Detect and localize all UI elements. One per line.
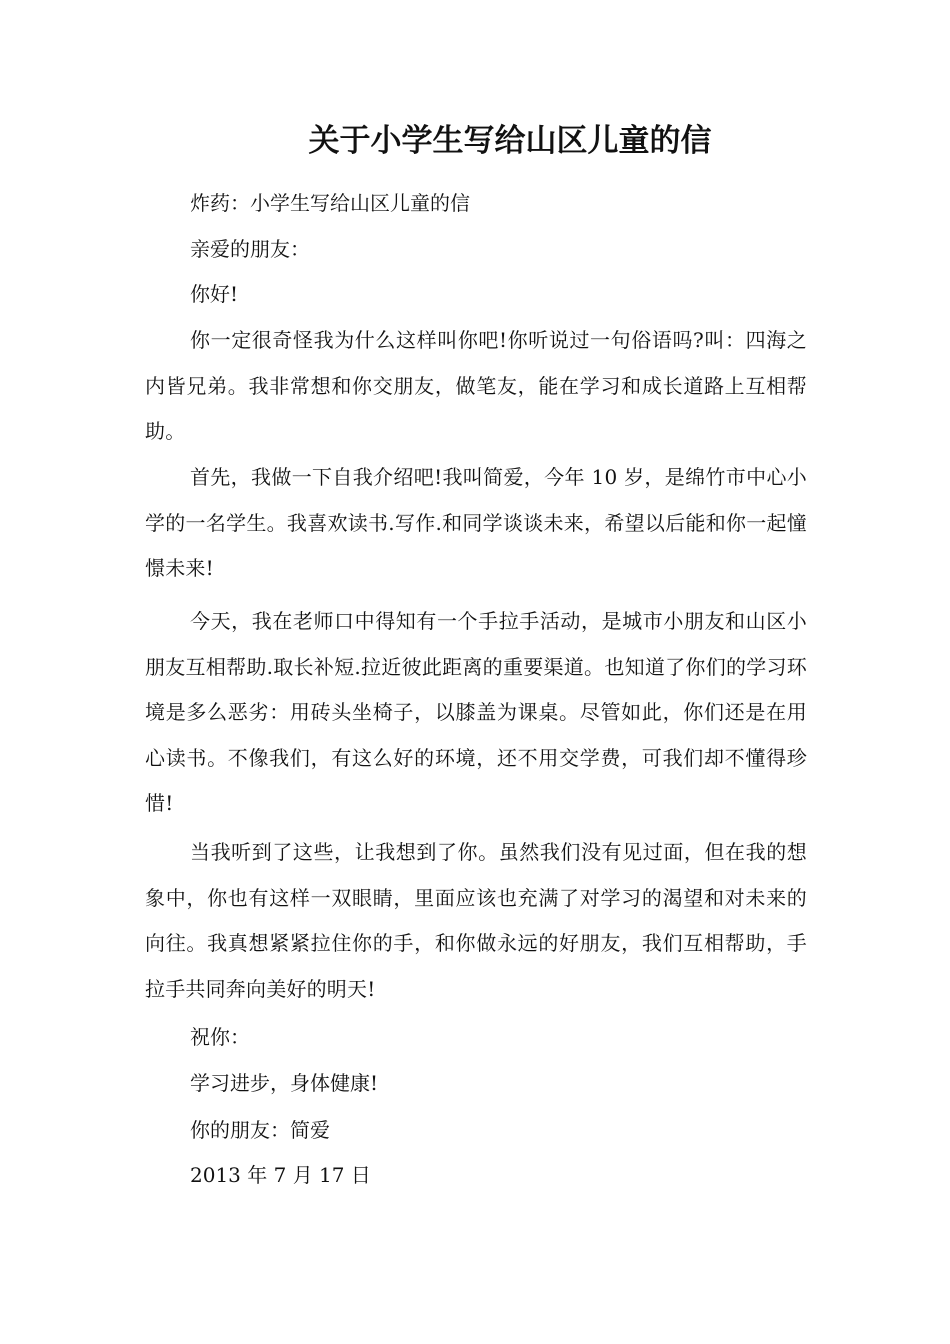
paragraph-2: 首先，我做一下自我介绍吧!我叫简爱，今年 10 岁，是绵竹市中心小学的一名学生。我喜欢读书.写作.和同学谈谈未来，希望以后能和你一起憧憬未来! — [145, 465, 807, 580]
wish: 学习进步，身体健康! — [190, 1071, 379, 1095]
paragraph-3: 今天，我在老师口中得知有一个手拉手活动，是城市小朋友和山区小朋友互相帮助.取长补短.拉近彼此距离的重要渠道。也知道了你们的学习环境是多么恶劣：用砖头坐椅子，以膝盖为课桌。尽管如此，你们还是在用心读书。不像我们，有这么好的环境，还不用交学费，可我们却不懂得珍惜! — [145, 609, 807, 815]
paragraph-1: 你一定很奇怪我为什么这样叫你吧!你听说过一句俗语吗?叫：四海之内皆兄弟。我非常想和你交朋友，做笔友，能在学习和成长道路上互相帮助。 — [145, 328, 807, 443]
closing: 祝你： — [190, 1025, 250, 1049]
greeting: 你好! — [190, 282, 239, 306]
date: 2013 年 7 月 17 日 — [190, 1163, 371, 1187]
document-title: 关于小学生写给山区儿童的信 — [308, 123, 712, 159]
subject-line: 炸药：小学生写给山区儿童的信 — [190, 191, 470, 215]
salutation: 亲爱的朋友： — [190, 237, 310, 261]
paragraph-4: 当我听到了这些，让我想到了你。虽然我们没有见过面，但在我的想象中，你也有这样一双眼睛，里面应该也充满了对学习的渴望和对未来的向往。我真想紧紧拉住你的手，和你做永远的好朋友，我们互相帮助，手拉手共同奔向美好的明天! — [145, 840, 807, 1001]
signature: 你的朋友：简爱 — [190, 1118, 330, 1142]
